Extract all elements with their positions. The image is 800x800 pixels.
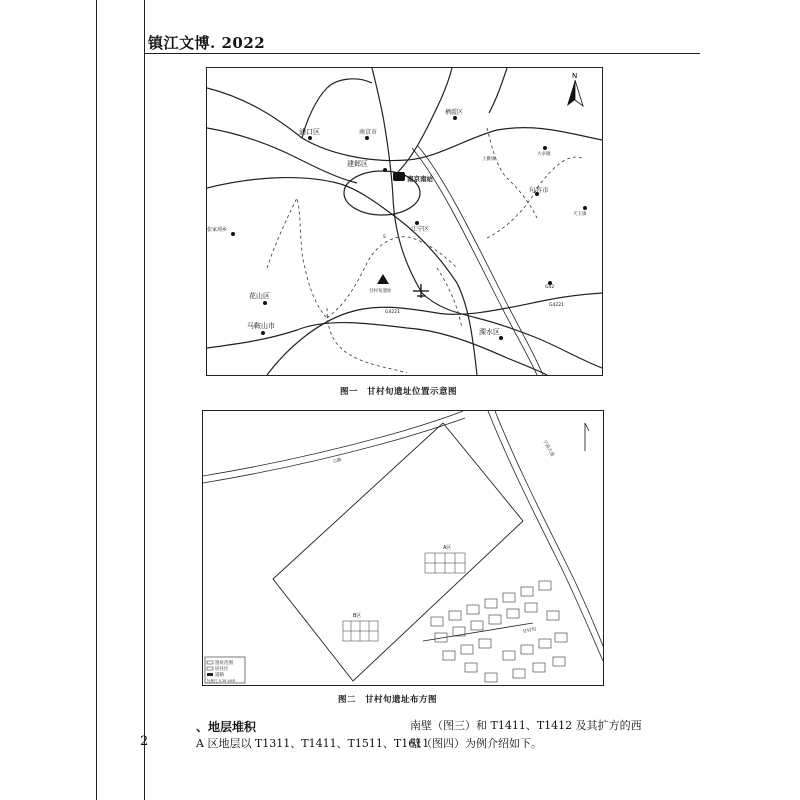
train-station-icon (393, 172, 405, 181)
figure-2-plan (202, 410, 604, 686)
label-g4221: G4221 (385, 310, 400, 315)
excavation-plan-svg (203, 411, 603, 685)
label-nanjing: 南京市 (359, 129, 378, 136)
body-text-line-1: A 区地层以 T1311、T1411、T1511、T1611 (196, 737, 430, 750)
airplane-icon (413, 284, 429, 298)
body-text-line-2: 南壁（图三）和 T1411、T1412 及其扩方的西 (410, 719, 642, 732)
header-rule (144, 53, 700, 54)
label-zhangjiaba: 张家坝乡 (207, 227, 228, 233)
label-daxiu: 大卓镇 (537, 152, 551, 157)
label-shangyiting: 上雅镇 (482, 157, 496, 162)
label-huashan: 花山区 (249, 292, 270, 300)
north-label: N (572, 72, 578, 80)
label-lishui: 溧水区 (479, 328, 500, 336)
label-site: 甘村旬遗址 (369, 289, 392, 294)
label-area-b: B区 (353, 613, 362, 619)
inner-margin-line (144, 0, 145, 800)
location-map-svg (207, 68, 602, 375)
village-houses (431, 581, 567, 682)
plan-roads (203, 411, 603, 661)
left-margin-line (96, 0, 97, 800)
area-a-grid (425, 553, 465, 573)
legend-item-road: 道路 (215, 673, 224, 678)
page-header: 镇江文博. 2022 (148, 34, 266, 52)
label-road-right: 宁高大道 (541, 439, 555, 458)
section-heading: 、地层堆积 (196, 720, 257, 734)
label-tianwang: 天王镇 (573, 212, 587, 217)
label-qixia: 栖霞区 (445, 109, 464, 116)
site-triangle-icon (377, 274, 389, 284)
figure-2-caption: 图二 甘村旬遗址布方图 (338, 695, 438, 705)
label-maanshan: 马鞍山市 (247, 322, 275, 330)
label-g4221-east: G4221 (549, 303, 564, 308)
legend-item-boundary: 遗址范围 (215, 661, 233, 666)
plan-north-arrow (585, 423, 589, 451)
page-number: 2 (140, 734, 149, 749)
label-s-road: S (383, 235, 386, 240)
legend-scale: 比例尺 0 20 40米 (207, 679, 236, 683)
label-nanjing-south: 南京南站 (407, 175, 433, 183)
area-b-grid (343, 621, 378, 641)
figure-1-caption: 图一 甘村旬遗址位置示意图 (340, 387, 458, 397)
label-village: 甘村旬 (522, 627, 537, 635)
label-jiangning: 江宁区 (411, 226, 430, 233)
body-text-line-3: 壁（图四）为例介绍如下。 (410, 737, 542, 750)
figure-1-map (206, 67, 603, 376)
label-jianye: 建邺区 (347, 160, 368, 168)
legend-item-residential: 居住区 (215, 667, 229, 672)
label-road-left: 公路 (332, 457, 343, 465)
label-pukou: 浦口区 (299, 128, 320, 136)
north-arrow (567, 72, 583, 106)
label-jurong: 句容市 (529, 186, 549, 194)
label-area-a: A区 (443, 545, 452, 551)
label-g42: G42 (545, 285, 555, 290)
